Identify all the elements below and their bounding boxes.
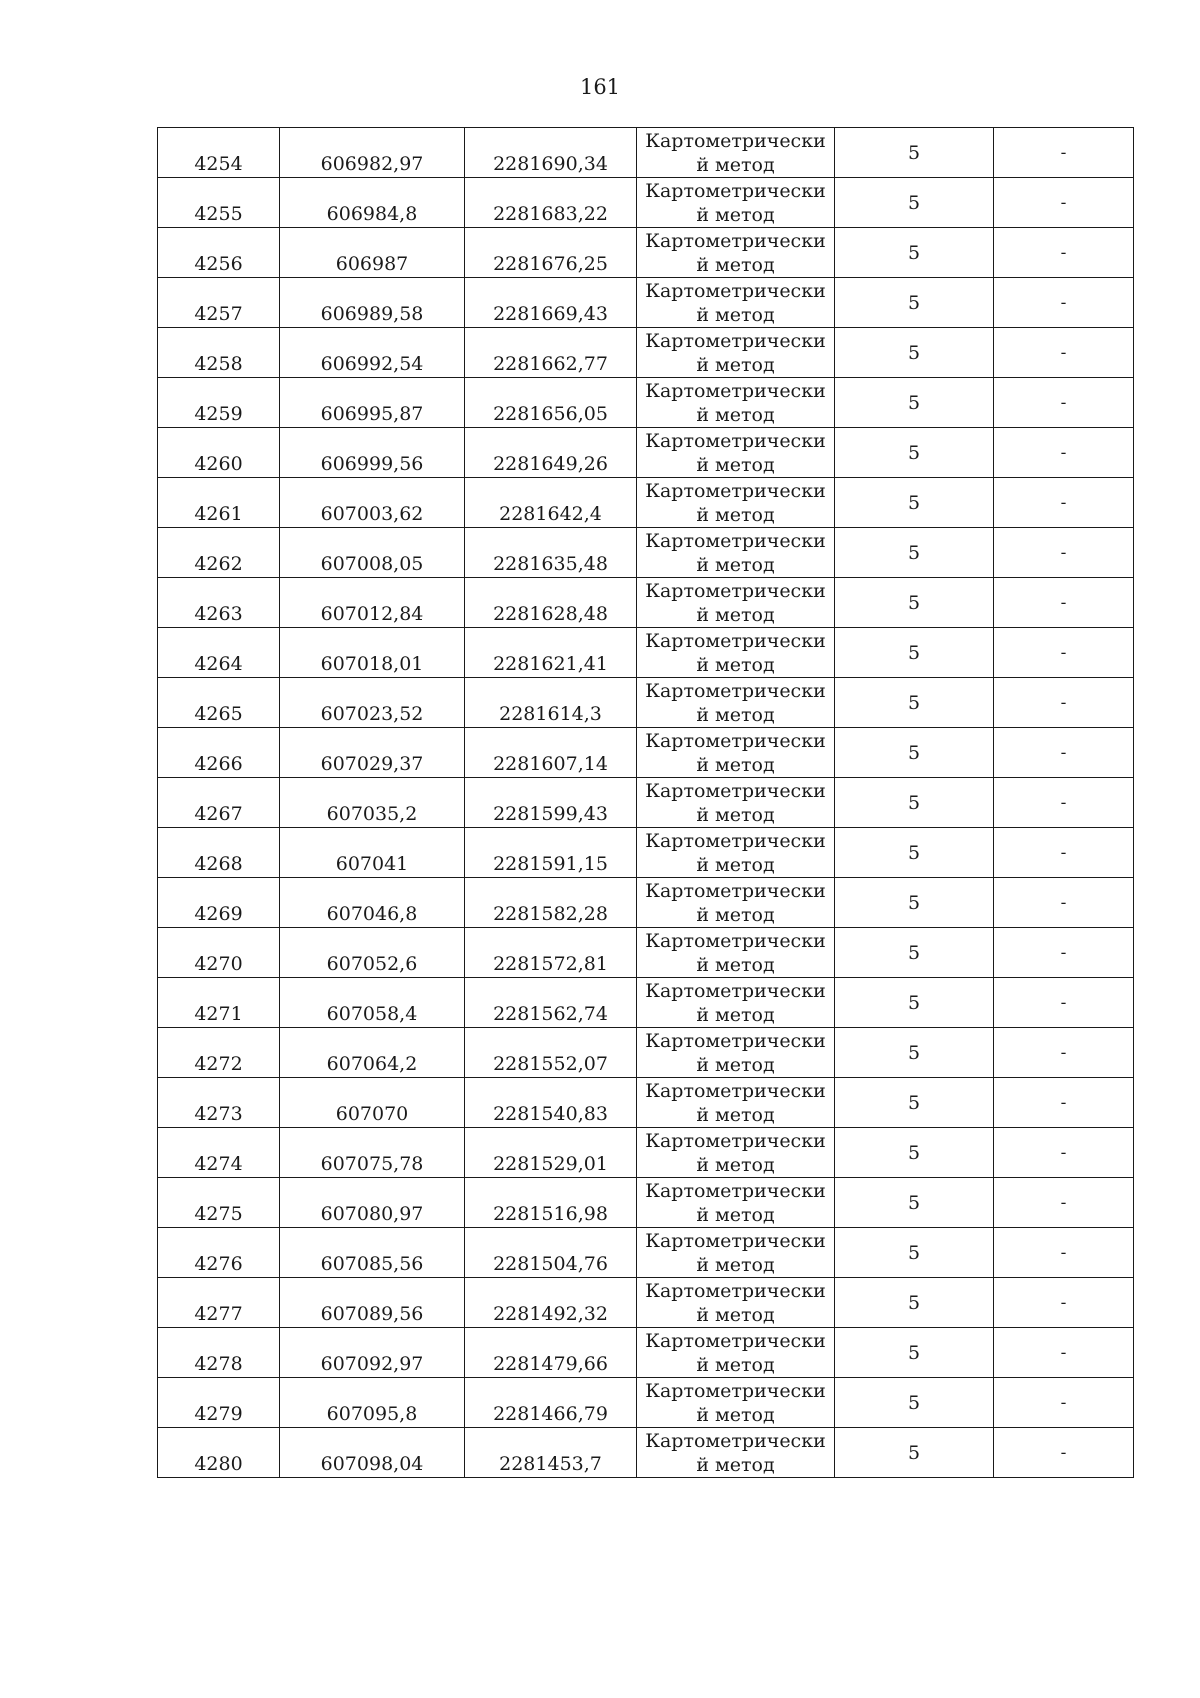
note-cell: - <box>994 728 1134 778</box>
note-cell: - <box>994 1178 1134 1228</box>
x-coordinate-cell: 606987 <box>280 228 465 278</box>
x-coordinate-cell: 607012,84 <box>280 578 465 628</box>
y-coordinate-cell: 2281656,05 <box>465 378 637 428</box>
table-row <box>158 978 1134 1028</box>
note-cell: - <box>994 378 1134 428</box>
method-line-1: Картометрически <box>645 1279 826 1302</box>
point-number-cell: 4272 <box>158 1028 280 1078</box>
note-cell: - <box>994 628 1134 678</box>
accuracy-cell: 5 <box>835 178 994 228</box>
method-line-2: й метод <box>696 153 775 176</box>
y-coordinate-cell: 2281453,7 <box>465 1428 637 1478</box>
method-cell <box>637 1028 835 1078</box>
y-coordinate-cell: 2281591,15 <box>465 828 637 878</box>
method-line-2: й метод <box>696 1203 775 1226</box>
method-cell <box>637 228 835 278</box>
point-number-cell: 4271 <box>158 978 280 1028</box>
y-coordinate-cell: 2281649,26 <box>465 428 637 478</box>
x-coordinate-cell: 607035,2 <box>280 778 465 828</box>
accuracy-cell: 5 <box>835 1228 994 1278</box>
x-coordinate-cell: 607085,56 <box>280 1228 465 1278</box>
y-coordinate-cell: 2281582,28 <box>465 878 637 928</box>
x-coordinate-cell: 607075,78 <box>280 1128 465 1178</box>
method-line-1: Картометрически <box>645 929 826 952</box>
table-row <box>158 828 1134 878</box>
method-line-1: Картометрически <box>645 429 826 452</box>
method-cell <box>637 678 835 728</box>
method-line-1: Картометрически <box>645 1029 826 1052</box>
x-coordinate-cell: 607041 <box>280 828 465 878</box>
accuracy-cell: 5 <box>835 678 994 728</box>
note-cell: - <box>994 1028 1134 1078</box>
x-coordinate-cell: 607023,52 <box>280 678 465 728</box>
table-row <box>158 878 1134 928</box>
table-row <box>158 1078 1134 1128</box>
y-coordinate-cell: 2281572,81 <box>465 928 637 978</box>
point-number-cell: 4275 <box>158 1178 280 1228</box>
note-cell: - <box>994 1078 1134 1128</box>
x-coordinate-cell: 607095,8 <box>280 1378 465 1428</box>
point-number-cell: 4270 <box>158 928 280 978</box>
y-coordinate-cell: 2281669,43 <box>465 278 637 328</box>
method-line-1: Картометрически <box>645 1129 826 1152</box>
table-row <box>158 228 1134 278</box>
table-row <box>158 578 1134 628</box>
accuracy-cell: 5 <box>835 278 994 328</box>
method-cell <box>637 628 835 678</box>
note-cell: - <box>994 428 1134 478</box>
method-line-1: Картометрически <box>645 1079 826 1102</box>
method-cell <box>637 778 835 828</box>
y-coordinate-cell: 2281614,3 <box>465 678 637 728</box>
method-cell <box>637 1178 835 1228</box>
point-number-cell: 4262 <box>158 528 280 578</box>
note-cell: - <box>994 878 1134 928</box>
method-line-1: Картометрически <box>645 729 826 752</box>
note-cell: - <box>994 528 1134 578</box>
table-row <box>158 1228 1134 1278</box>
y-coordinate-cell: 2281690,34 <box>465 128 637 178</box>
method-line-2: й метод <box>696 303 775 326</box>
y-coordinate-cell: 2281479,66 <box>465 1328 637 1378</box>
point-number-cell: 4280 <box>158 1428 280 1478</box>
method-cell <box>637 728 835 778</box>
y-coordinate-cell: 2281540,83 <box>465 1078 637 1128</box>
y-coordinate-cell: 2281642,4 <box>465 478 637 528</box>
accuracy-cell: 5 <box>835 228 994 278</box>
point-number-cell: 4260 <box>158 428 280 478</box>
y-coordinate-cell: 2281683,22 <box>465 178 637 228</box>
y-coordinate-cell: 2281621,41 <box>465 628 637 678</box>
x-coordinate-cell: 606992,54 <box>280 328 465 378</box>
note-cell: - <box>994 578 1134 628</box>
x-coordinate-cell: 607070 <box>280 1078 465 1128</box>
method-cell <box>637 378 835 428</box>
accuracy-cell: 5 <box>835 1328 994 1378</box>
note-cell: - <box>994 1278 1134 1328</box>
y-coordinate-cell: 2281516,98 <box>465 1178 637 1228</box>
point-number-cell: 4255 <box>158 178 280 228</box>
method-cell <box>637 1328 835 1378</box>
method-cell <box>637 1228 835 1278</box>
method-line-2: й метод <box>696 953 775 976</box>
point-number-cell: 4254 <box>158 128 280 178</box>
method-line-2: й метод <box>696 203 775 226</box>
x-coordinate-cell: 607089,56 <box>280 1278 465 1328</box>
method-cell <box>637 1278 835 1328</box>
point-number-cell: 4267 <box>158 778 280 828</box>
note-cell: - <box>994 1378 1134 1428</box>
y-coordinate-cell: 2281599,43 <box>465 778 637 828</box>
table-row <box>158 1178 1134 1228</box>
method-line-1: Картометрически <box>645 979 826 1002</box>
method-cell <box>637 1378 835 1428</box>
x-coordinate-cell: 606995,87 <box>280 378 465 428</box>
method-line-2: й метод <box>696 353 775 376</box>
method-line-2: й метод <box>696 1403 775 1426</box>
y-coordinate-cell: 2281529,01 <box>465 1128 637 1178</box>
method-line-2: й метод <box>696 453 775 476</box>
point-number-cell: 4279 <box>158 1378 280 1428</box>
point-number-cell: 4265 <box>158 678 280 728</box>
x-coordinate-cell: 606999,56 <box>280 428 465 478</box>
y-coordinate-cell: 2281562,74 <box>465 978 637 1028</box>
table-row <box>158 1028 1134 1078</box>
table-row <box>158 928 1134 978</box>
table-row <box>158 378 1134 428</box>
x-coordinate-cell: 607003,62 <box>280 478 465 528</box>
coordinates-table-body <box>158 128 1134 1478</box>
method-line-2: й метод <box>696 1253 775 1276</box>
accuracy-cell: 5 <box>835 1028 994 1078</box>
x-coordinate-cell: 607046,8 <box>280 878 465 928</box>
table-row <box>158 128 1134 178</box>
method-line-2: й метод <box>696 653 775 676</box>
method-line-2: й метод <box>696 1053 775 1076</box>
point-number-cell: 4261 <box>158 478 280 528</box>
method-cell <box>637 1128 835 1178</box>
note-cell: - <box>994 1428 1134 1478</box>
x-coordinate-cell: 607008,05 <box>280 528 465 578</box>
method-line-1: Картометрически <box>645 1379 826 1402</box>
accuracy-cell: 5 <box>835 628 994 678</box>
x-coordinate-cell: 607018,01 <box>280 628 465 678</box>
method-line-2: й метод <box>696 603 775 626</box>
x-coordinate-cell: 606984,8 <box>280 178 465 228</box>
note-cell: - <box>994 928 1134 978</box>
method-line-1: Картометрически <box>645 229 826 252</box>
method-cell <box>637 1428 835 1478</box>
y-coordinate-cell: 2281466,79 <box>465 1378 637 1428</box>
method-line-2: й метод <box>696 403 775 426</box>
method-line-1: Картометрически <box>645 479 826 502</box>
x-coordinate-cell: 607058,4 <box>280 978 465 1028</box>
x-coordinate-cell: 606989,58 <box>280 278 465 328</box>
x-coordinate-cell: 607098,04 <box>280 1428 465 1478</box>
method-line-1: Картометрически <box>645 829 826 852</box>
y-coordinate-cell: 2281676,25 <box>465 228 637 278</box>
point-number-cell: 4278 <box>158 1328 280 1378</box>
method-cell <box>637 978 835 1028</box>
point-number-cell: 4263 <box>158 578 280 628</box>
method-cell <box>637 828 835 878</box>
point-number-cell: 4257 <box>158 278 280 328</box>
point-number-cell: 4273 <box>158 1078 280 1128</box>
method-line-2: й метод <box>696 553 775 576</box>
accuracy-cell: 5 <box>835 1278 994 1328</box>
note-cell: - <box>994 228 1134 278</box>
note-cell: - <box>994 1228 1134 1278</box>
method-cell <box>637 1078 835 1128</box>
table-row <box>158 178 1134 228</box>
point-number-cell: 4256 <box>158 228 280 278</box>
note-cell: - <box>994 778 1134 828</box>
point-number-cell: 4266 <box>158 728 280 778</box>
point-number-cell: 4258 <box>158 328 280 378</box>
y-coordinate-cell: 2281504,76 <box>465 1228 637 1278</box>
note-cell: - <box>994 328 1134 378</box>
method-cell <box>637 428 835 478</box>
accuracy-cell: 5 <box>835 378 994 428</box>
method-cell <box>637 578 835 628</box>
y-coordinate-cell: 2281607,14 <box>465 728 637 778</box>
accuracy-cell: 5 <box>835 928 994 978</box>
note-cell: - <box>994 478 1134 528</box>
table-row <box>158 478 1134 528</box>
accuracy-cell: 5 <box>835 428 994 478</box>
accuracy-cell: 5 <box>835 578 994 628</box>
accuracy-cell: 5 <box>835 128 994 178</box>
method-line-1: Картометрически <box>645 1229 826 1252</box>
accuracy-cell: 5 <box>835 528 994 578</box>
method-line-1: Картометрически <box>645 529 826 552</box>
table-row <box>158 1428 1134 1478</box>
method-cell <box>637 278 835 328</box>
x-coordinate-cell: 607052,6 <box>280 928 465 978</box>
table-row <box>158 528 1134 578</box>
x-coordinate-cell: 607064,2 <box>280 1028 465 1078</box>
accuracy-cell: 5 <box>835 728 994 778</box>
table-row <box>158 778 1134 828</box>
method-line-2: й метод <box>696 1453 775 1476</box>
accuracy-cell: 5 <box>835 1378 994 1428</box>
method-line-1: Картометрически <box>645 779 826 802</box>
table-row <box>158 278 1134 328</box>
method-line-2: й метод <box>696 1353 775 1376</box>
method-line-1: Картометрически <box>645 1179 826 1202</box>
point-number-cell: 4269 <box>158 878 280 928</box>
page-number: 161 <box>579 75 621 99</box>
method-line-2: й метод <box>696 503 775 526</box>
accuracy-cell: 5 <box>835 778 994 828</box>
point-number-cell: 4277 <box>158 1278 280 1328</box>
x-coordinate-cell: 606982,97 <box>280 128 465 178</box>
method-line-2: й метод <box>696 753 775 776</box>
accuracy-cell: 5 <box>835 478 994 528</box>
method-cell <box>637 128 835 178</box>
table-row <box>158 628 1134 678</box>
point-number-cell: 4276 <box>158 1228 280 1278</box>
x-coordinate-cell: 607080,97 <box>280 1178 465 1228</box>
accuracy-cell: 5 <box>835 1078 994 1128</box>
method-line-1: Картометрически <box>645 679 826 702</box>
accuracy-cell: 5 <box>835 878 994 928</box>
table-row <box>158 678 1134 728</box>
point-number-cell: 4259 <box>158 378 280 428</box>
method-line-2: й метод <box>696 853 775 876</box>
accuracy-cell: 5 <box>835 1178 994 1228</box>
method-line-1: Картометрически <box>645 379 826 402</box>
method-cell <box>637 528 835 578</box>
table-row <box>158 1128 1134 1178</box>
y-coordinate-cell: 2281635,48 <box>465 528 637 578</box>
coordinates-table <box>157 127 1134 1478</box>
note-cell: - <box>994 278 1134 328</box>
note-cell: - <box>994 678 1134 728</box>
table-row <box>158 1328 1134 1378</box>
accuracy-cell: 5 <box>835 1428 994 1478</box>
point-number-cell: 4274 <box>158 1128 280 1178</box>
method-line-2: й метод <box>696 1103 775 1126</box>
point-number-cell: 4264 <box>158 628 280 678</box>
table-row <box>158 428 1134 478</box>
method-line-2: й метод <box>696 1003 775 1026</box>
point-number-cell: 4268 <box>158 828 280 878</box>
accuracy-cell: 5 <box>835 328 994 378</box>
method-cell <box>637 928 835 978</box>
table-row <box>158 728 1134 778</box>
method-line-2: й метод <box>696 903 775 926</box>
accuracy-cell: 5 <box>835 978 994 1028</box>
note-cell: - <box>994 978 1134 1028</box>
y-coordinate-cell: 2281492,32 <box>465 1278 637 1328</box>
method-line-2: й метод <box>696 703 775 726</box>
method-line-1: Картометрически <box>645 879 826 902</box>
method-line-2: й метод <box>696 1303 775 1326</box>
y-coordinate-cell: 2281662,77 <box>465 328 637 378</box>
method-line-1: Картометрически <box>645 179 826 202</box>
x-coordinate-cell: 607092,97 <box>280 1328 465 1378</box>
y-coordinate-cell: 2281552,07 <box>465 1028 637 1078</box>
method-cell <box>637 178 835 228</box>
method-line-2: й метод <box>696 803 775 826</box>
method-line-1: Картометрически <box>645 629 826 652</box>
table-row <box>158 1378 1134 1428</box>
method-cell <box>637 878 835 928</box>
method-line-1: Картометрически <box>645 1429 826 1452</box>
x-coordinate-cell: 607029,37 <box>280 728 465 778</box>
method-line-1: Картометрически <box>645 579 826 602</box>
note-cell: - <box>994 828 1134 878</box>
table-row <box>158 328 1134 378</box>
note-cell: - <box>994 1128 1134 1178</box>
note-cell: - <box>994 178 1134 228</box>
method-cell <box>637 328 835 378</box>
method-line-2: й метод <box>696 1153 775 1176</box>
method-line-2: й метод <box>696 253 775 276</box>
note-cell: - <box>994 128 1134 178</box>
method-line-1: Картометрически <box>645 1329 826 1352</box>
method-line-1: Картометрически <box>645 329 826 352</box>
note-cell: - <box>994 1328 1134 1378</box>
y-coordinate-cell: 2281628,48 <box>465 578 637 628</box>
method-line-1: Картометрически <box>645 279 826 302</box>
accuracy-cell: 5 <box>835 828 994 878</box>
method-cell <box>637 478 835 528</box>
table-row <box>158 1278 1134 1328</box>
method-line-1: Картометрически <box>645 129 826 152</box>
accuracy-cell: 5 <box>835 1128 994 1178</box>
